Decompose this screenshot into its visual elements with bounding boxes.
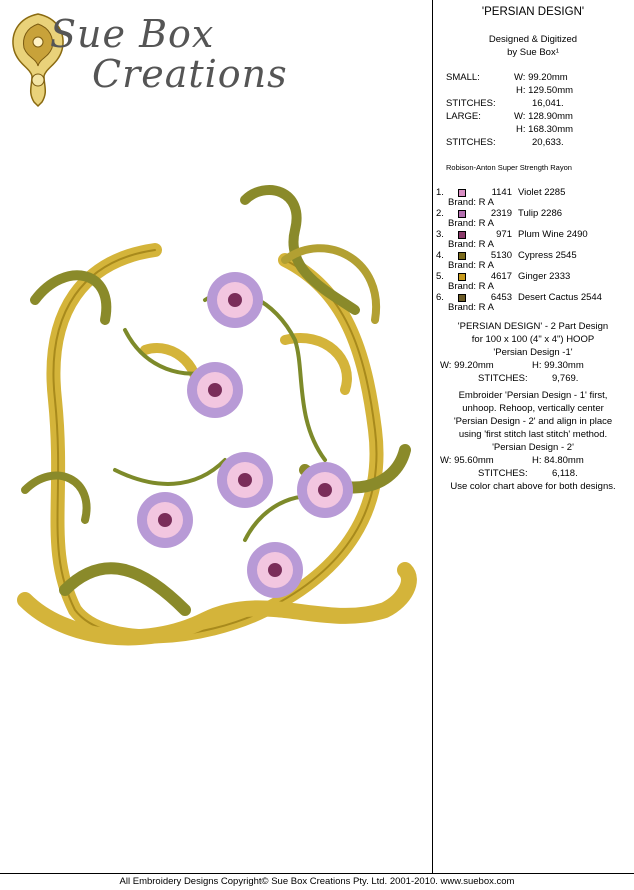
small-width: W: 99.20mm xyxy=(514,72,568,83)
thread-item xyxy=(436,291,630,312)
thread-code: 971 xyxy=(496,229,512,240)
sizes-block xyxy=(436,71,630,149)
thread-number: 3. xyxy=(436,229,444,240)
info-panel xyxy=(436,0,630,493)
design-title: 'PERSIAN DESIGN' xyxy=(481,6,585,18)
divider-horizontal xyxy=(0,873,634,874)
part1-stitches-label: STITCHES: xyxy=(478,373,528,384)
thread-number: 2. xyxy=(436,208,444,219)
thread-name: Tulip 2286 xyxy=(518,208,563,219)
part1-height: H: 99.30mm xyxy=(532,360,584,371)
instruction-line: 'Persian Design - 2' and align in place xyxy=(453,416,613,427)
instruction-line: unhoop. Rehoop, vertically center xyxy=(462,403,604,414)
thread-item xyxy=(436,270,630,291)
thread-list xyxy=(436,186,630,312)
thread-item xyxy=(436,249,630,270)
flower-group xyxy=(137,272,353,598)
two-part-line-2: for 100 x 100 (4" x 4") HOOP xyxy=(471,334,595,345)
thread-brand-label: Brand: R A xyxy=(448,302,494,313)
small-height: H: 129.50mm xyxy=(516,85,574,96)
logo-line-2: Creations xyxy=(92,52,288,96)
divider-vertical xyxy=(432,0,433,873)
thread-item xyxy=(436,186,630,207)
part1-width: W: 99.20mm xyxy=(440,360,494,371)
thread-name: Cypress 2545 xyxy=(518,250,577,261)
embroidery-design-image xyxy=(5,170,425,690)
thread-code: 5130 xyxy=(490,250,512,261)
thread-number: 5. xyxy=(436,271,444,282)
thread-brand-label: Brand: R A xyxy=(448,260,494,271)
part2-height: H: 84.80mm xyxy=(532,455,584,466)
thread-name: Ginger 2333 xyxy=(518,271,571,282)
part2-width: W: 95.60mm xyxy=(440,455,494,466)
thread-code: 6453 xyxy=(490,292,512,303)
small-stitches-label: STITCHES: xyxy=(446,98,496,109)
part2-stitches: 6,118. xyxy=(552,468,578,479)
part1-stitches: 9,769. xyxy=(552,373,579,384)
thread-name: Desert Cactus 2544 xyxy=(518,292,602,303)
designed-by-line-2: by Sue Box¹ xyxy=(507,47,559,58)
small-label: SMALL: xyxy=(446,72,480,83)
instruction-line: using 'first stitch last stitch' method. xyxy=(458,429,608,440)
thread-number: 4. xyxy=(436,250,444,261)
thread-brand: Robison-Anton Super Strength Rayon xyxy=(446,163,572,172)
large-stitches: 20,633. xyxy=(532,137,564,148)
thread-name: Plum Wine 2490 xyxy=(518,229,588,240)
thread-brand-label: Brand: R A xyxy=(448,197,494,208)
logo-line-1: Sue Box xyxy=(50,12,215,56)
thread-brand-label: Brand: R A xyxy=(448,239,494,250)
logo-text xyxy=(50,14,288,94)
large-width: W: 128.90mm xyxy=(514,111,573,122)
two-part-line-1: 'PERSIAN DESIGN' - 2 Part Design xyxy=(457,321,609,332)
thread-brand-label: Brand: R A xyxy=(448,218,494,229)
instruction-line: Embroider 'Persian Design - 1' first, xyxy=(458,390,608,401)
footer-copyright: All Embroidery Designs Copyright© Sue Box Creations Pty. Ltd. 2001-2010. www.suebox.com xyxy=(119,876,515,887)
part1-title: 'Persian Design -1' xyxy=(493,347,573,358)
large-stitches-label: STITCHES: xyxy=(446,137,496,148)
designed-by-line-1: Designed & Digitized xyxy=(488,34,578,45)
thread-code: 2319 xyxy=(490,208,512,219)
thread-brand-label: Brand: R A xyxy=(448,281,494,292)
part2-title: 'Persian Design - 2' xyxy=(492,442,574,453)
large-label: LARGE: xyxy=(446,111,481,122)
small-stitches: 16,041. xyxy=(532,98,564,109)
thread-code: 1141 xyxy=(491,187,512,198)
large-height: H: 168.30mm xyxy=(516,124,574,135)
thread-code: 4617 xyxy=(490,271,512,282)
thread-number: 6. xyxy=(436,292,444,303)
thread-number: 1. xyxy=(436,187,444,198)
thread-item xyxy=(436,207,630,228)
part2-stitches-label: STITCHES: xyxy=(478,468,528,479)
closing-note: Use color chart above for both designs. xyxy=(450,481,616,492)
thread-name: Violet 2285 xyxy=(518,187,566,198)
instructions xyxy=(436,389,630,441)
thread-item xyxy=(436,228,630,249)
